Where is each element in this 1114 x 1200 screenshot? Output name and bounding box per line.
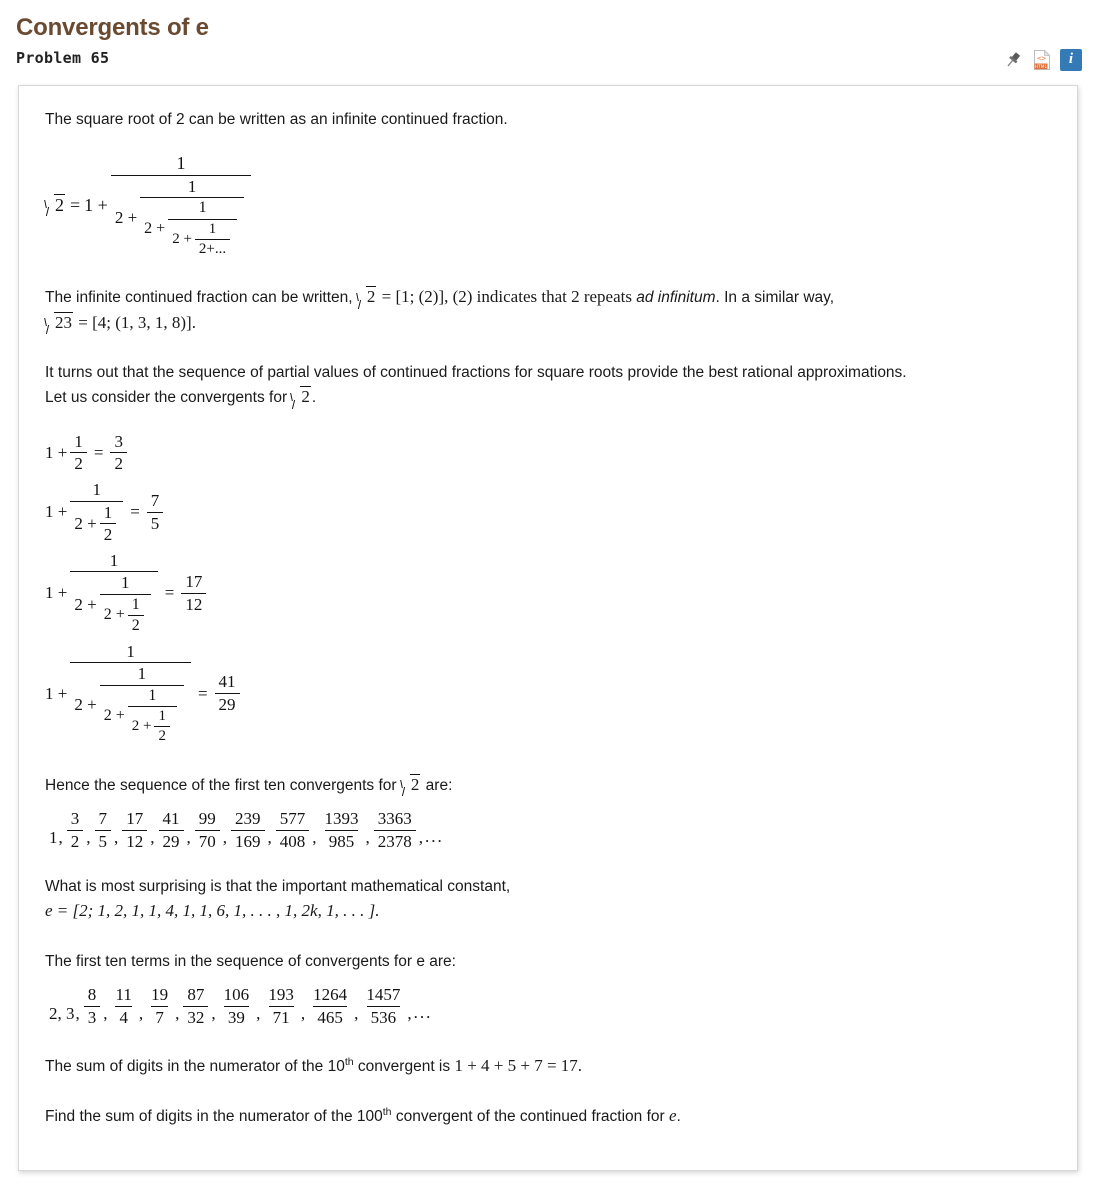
sequence-den: 2 xyxy=(67,830,84,852)
cf-inner-fraction xyxy=(100,664,184,745)
problem-number-label: Problem 65 xyxy=(16,48,110,67)
convergent-fraction-1 xyxy=(70,432,87,474)
sqrt2-convergents-sequence xyxy=(49,809,1051,851)
cf-inner-den: 2 xyxy=(154,726,170,745)
cf-term-2: 2 + xyxy=(144,219,166,237)
cf-inner-num: 1 xyxy=(103,502,113,522)
convergent-equation-3 xyxy=(45,551,1051,636)
sequence-fraction xyxy=(231,809,265,851)
sequence-comma: , xyxy=(75,1004,80,1024)
convergent-result-4 xyxy=(215,672,240,714)
cf-inner-den: 2 xyxy=(128,615,144,635)
convergent-lead-3: 1 + xyxy=(45,583,68,603)
convergent-result-num-3: 17 xyxy=(185,572,203,592)
sequence-comma: , xyxy=(256,1004,261,1024)
cf-term: 2 + xyxy=(74,695,97,715)
cf-inner-fraction xyxy=(100,503,117,545)
intro-paragraph: The square root of 2 can be written as an infinite continued fraction. xyxy=(45,110,508,128)
question-after: convergent of the continued fraction for xyxy=(391,1107,669,1125)
sequence-fraction xyxy=(264,985,298,1027)
sequence-comma: , xyxy=(186,828,191,848)
convergent-num-2: 1 xyxy=(92,480,102,500)
sequence-num: 8 xyxy=(87,985,97,1005)
notation-text-before: The infinite continued fraction can be written, xyxy=(45,289,357,307)
sequence-fraction xyxy=(67,809,84,851)
sequence-comma: , xyxy=(138,1004,144,1024)
partial-values-line-2-after: . xyxy=(311,389,317,407)
sequence-comma: , xyxy=(300,1004,306,1024)
sqrt2-sequence-intro xyxy=(45,772,1051,798)
svg-text:HTML: HTML xyxy=(1034,63,1048,69)
cf-inner-fraction xyxy=(128,687,177,746)
cf-inner-fraction xyxy=(128,596,144,636)
sequence-comma: , xyxy=(175,1004,180,1024)
sequence-den: 985 xyxy=(325,830,359,852)
sequence-num: 87 xyxy=(187,985,205,1005)
subtitle-row xyxy=(16,49,1098,79)
sequence-comma: , xyxy=(211,1004,216,1024)
sequence-den: 12 xyxy=(122,830,147,852)
sqrt-symbol: 2 xyxy=(45,194,65,216)
e-intro-line-1: What is most surprising is that the important mathematical constant, xyxy=(45,878,511,896)
cf-inner-num: 1 xyxy=(137,664,147,684)
convergent-equation-4 xyxy=(45,642,1051,746)
cf-term: 2 + xyxy=(103,606,125,624)
convergent-den-2 xyxy=(70,501,123,545)
cf-level-4 xyxy=(195,221,230,259)
sequence-den: 7 xyxy=(151,1006,168,1028)
sequence-fraction xyxy=(195,809,220,851)
convergent-den-4 xyxy=(70,662,191,745)
notation-expr-2: = [4; (1, 3, 1, 8)]. xyxy=(74,312,196,332)
sequence-fraction xyxy=(159,809,184,851)
convergent-num-4: 1 xyxy=(126,641,135,661)
sequence-fraction xyxy=(321,809,363,851)
sequence-num: 99 xyxy=(198,809,216,829)
cf-inner-num: 1 xyxy=(148,686,157,704)
question-end: . xyxy=(676,1107,681,1125)
convergent-lead-4: 1 + xyxy=(45,683,68,703)
sequence-num: 1457 xyxy=(366,985,401,1005)
svg-text:<>: <> xyxy=(1037,53,1046,63)
question-before: Find the sum of digits in the numerator of the 100 xyxy=(45,1107,383,1125)
ad-infinitum-text: ad infinitum xyxy=(636,289,716,307)
sequence-comma: , xyxy=(103,1004,108,1024)
convergent-result-1 xyxy=(110,432,127,474)
ordinal-suffix: th xyxy=(382,1105,392,1118)
cf-inner-den xyxy=(100,685,184,746)
cf-inner-fraction xyxy=(154,708,170,746)
toolbar xyxy=(1002,49,1098,71)
sequence-fraction xyxy=(374,809,416,851)
cf-denominator-3 xyxy=(168,219,237,259)
sequence-den: 32 xyxy=(183,1006,208,1028)
sqrt-symbol: 2 xyxy=(291,384,311,410)
sequence-fraction xyxy=(220,985,254,1027)
sequence-num: 1264 xyxy=(313,985,348,1005)
sequence-fraction xyxy=(183,985,208,1027)
convergent-lead-1: 1 + xyxy=(45,442,68,462)
final-question xyxy=(45,1103,1051,1129)
sequence-den: 3 xyxy=(84,1006,101,1028)
convergent-lead-2: 1 + xyxy=(45,502,68,522)
sequence-num: 3 xyxy=(70,809,80,829)
sequence-fraction xyxy=(309,985,351,1027)
convergent-result-den-4: 29 xyxy=(215,693,240,715)
cf-inner-num: 1 xyxy=(158,708,166,725)
sequence-den: 536 xyxy=(367,1006,401,1028)
cf-inner-fraction xyxy=(100,573,151,635)
sequence-num: 106 xyxy=(223,985,250,1005)
sequence-den: 408 xyxy=(276,830,310,852)
e-convergents-sequence xyxy=(49,985,1051,1027)
cf-inner-num: 1 xyxy=(131,595,140,613)
sequence-den: 465 xyxy=(313,1006,347,1028)
sequence-fraction xyxy=(276,809,310,851)
sequence-den: 39 xyxy=(224,1006,249,1028)
sqrt-symbol: 2 xyxy=(401,772,421,798)
sequence-comma: , xyxy=(267,828,272,848)
pin-icon[interactable] xyxy=(1002,49,1024,71)
convergent-result-2 xyxy=(147,491,164,533)
sequence-num: 1393 xyxy=(324,809,359,829)
sequence-num: 193 xyxy=(268,985,294,1005)
cf-lead: 1 + xyxy=(84,195,108,216)
sum-digits-before: The sum of digits in the numerator of the 10 xyxy=(45,1058,345,1076)
sequence-comma: , xyxy=(365,828,370,848)
sequence-num: 239 xyxy=(235,809,261,829)
convergent-result-den-2: 5 xyxy=(147,512,164,534)
cf-numerator-4: 1 xyxy=(208,220,217,237)
cf-denominator-2 xyxy=(140,197,244,258)
sequence-num: 3363 xyxy=(377,809,412,829)
e-constant-paragraph xyxy=(45,875,1051,924)
cf-level-1 xyxy=(111,153,251,258)
cf-level-3 xyxy=(168,199,237,258)
sequence-comma: , xyxy=(222,828,227,848)
sequence-first-terms: 2, 3 xyxy=(49,1004,75,1024)
sequence-num: 17 xyxy=(126,809,144,829)
convergent-fraction-4 xyxy=(70,642,191,746)
sequence-den: 29 xyxy=(159,830,184,852)
sequence-ellipsis: ... xyxy=(413,1003,433,1023)
partial-values-paragraph xyxy=(45,361,1051,410)
sequence-comma: , xyxy=(418,828,423,848)
ordinal-suffix: th xyxy=(344,1056,354,1069)
sqrt2-seq-intro-before: Hence the sequence of the first ten convergents for xyxy=(45,776,401,794)
sequence-fraction xyxy=(112,985,136,1027)
convergent-num-3: 1 xyxy=(109,550,119,570)
sequence-den: 169 xyxy=(231,830,265,852)
info-icon[interactable]: i xyxy=(1060,49,1082,71)
sequence-ellipsis: ... xyxy=(425,827,444,847)
sequence-den: 5 xyxy=(95,830,112,852)
sequence-fraction xyxy=(147,985,172,1027)
e-variable: e xyxy=(669,1105,677,1125)
equals-sign: = xyxy=(93,442,104,462)
cf-level-2 xyxy=(140,177,244,258)
sequence-comma: , xyxy=(312,828,317,848)
cf-tail: 2+... xyxy=(195,239,230,258)
sequence-fraction xyxy=(84,985,101,1027)
convergent-den-1: 2 xyxy=(70,452,87,474)
convergent-result-3 xyxy=(181,572,206,614)
cf-inner-num: 1 xyxy=(120,573,130,593)
sqrt-symbol: 23 xyxy=(45,310,73,336)
notation-expr-1: = [1; (2)], (2) indicates that 2 repeats xyxy=(377,287,637,307)
partial-values-line-1: It turns out that the sequence of partial values of continued fractions for square roots provide the best rational approximations. xyxy=(45,364,907,382)
sequence-fraction xyxy=(362,985,404,1027)
sequence-den: 71 xyxy=(269,1006,294,1028)
convergent-result-den-1: 2 xyxy=(110,452,127,474)
equals-sign: = xyxy=(164,583,175,603)
convergent-den-3 xyxy=(70,571,157,635)
sequence-comma: , xyxy=(407,1004,412,1024)
sum-digits-equation: 1 + 4 + 5 + 7 = 17. xyxy=(454,1056,583,1076)
sum-of-digits-example xyxy=(45,1053,1051,1079)
sum-digits-middle: convergent is xyxy=(353,1058,455,1076)
e-sequence-intro: The first ten terms in the sequence of convergents for e are: xyxy=(45,952,456,970)
sqrt2-seq-intro-after: are: xyxy=(421,776,453,794)
cf-term-3: 2 + xyxy=(172,230,192,247)
page-title: Convergents of e xyxy=(16,14,209,41)
sequence-comma: , xyxy=(354,1004,359,1024)
sequence-comma: , xyxy=(114,828,119,848)
sequence-num: 41 xyxy=(162,809,180,829)
convergent-result-num-2: 7 xyxy=(150,491,160,511)
convergent-result-num-1: 3 xyxy=(114,431,123,451)
sequence-comma: , xyxy=(86,828,91,848)
convergent-result-den-3: 12 xyxy=(181,593,206,615)
convergent-result-num-4: 41 xyxy=(218,672,236,692)
sequence-den: 2378 xyxy=(374,830,416,852)
cf-inner-den xyxy=(100,594,151,636)
convergent-num-1: 1 xyxy=(74,431,83,451)
sequence-num: 19 xyxy=(151,985,169,1005)
problem-content-panel xyxy=(18,85,1078,1171)
sequence-fraction xyxy=(95,809,112,851)
equals-sign: = xyxy=(130,502,140,522)
partial-values-line-2-before: Let us consider the convergents for xyxy=(45,389,292,407)
sequence-num: 577 xyxy=(279,809,306,829)
cf-inner-den xyxy=(128,706,177,746)
cf-numerator-1: 1 xyxy=(176,153,186,174)
cf-term: 2 + xyxy=(74,513,97,533)
sequence-comma: , xyxy=(58,828,63,848)
sequence-comma: , xyxy=(150,828,155,848)
convergent-fraction-2 xyxy=(70,480,123,545)
cf-inner-den: 2 xyxy=(100,523,117,545)
cf-numerator-2: 1 xyxy=(187,176,197,196)
sequence-num: 11 xyxy=(115,985,132,1005)
html-file-icon[interactable] xyxy=(1031,49,1053,71)
convergent-fraction-3 xyxy=(70,551,157,636)
cf-term-1: 2 + xyxy=(114,207,138,227)
equals-sign: = xyxy=(197,683,208,703)
sequence-first-term: 1 xyxy=(49,828,58,848)
cf-term: 2 + xyxy=(74,594,97,614)
sqrt2-continued-fraction xyxy=(45,153,1051,258)
convergent-equation-1 xyxy=(45,432,1051,474)
cf-term: 2 + xyxy=(131,718,152,735)
equals-sign: = xyxy=(70,195,81,216)
sequence-fraction xyxy=(122,809,147,851)
e-continued-fraction-expression: e = [2; 1, 2, 1, 1, 4, 1, 1, 6, 1, . . . , 1, 2k, 1, . . . ]. xyxy=(45,901,380,921)
sequence-den: 70 xyxy=(195,830,220,852)
sequence-den: 4 xyxy=(115,1006,132,1028)
sqrt-symbol: 2 xyxy=(357,284,377,310)
cf-term: 2 + xyxy=(103,706,125,724)
sequence-num: 7 xyxy=(98,809,107,829)
convergent-equation-2 xyxy=(45,480,1051,545)
notation-paragraph xyxy=(45,284,1051,335)
cf-numerator-3: 1 xyxy=(198,199,207,217)
cf-denominator-1 xyxy=(111,175,251,258)
notation-text-after: . In a similar way, xyxy=(715,289,835,307)
